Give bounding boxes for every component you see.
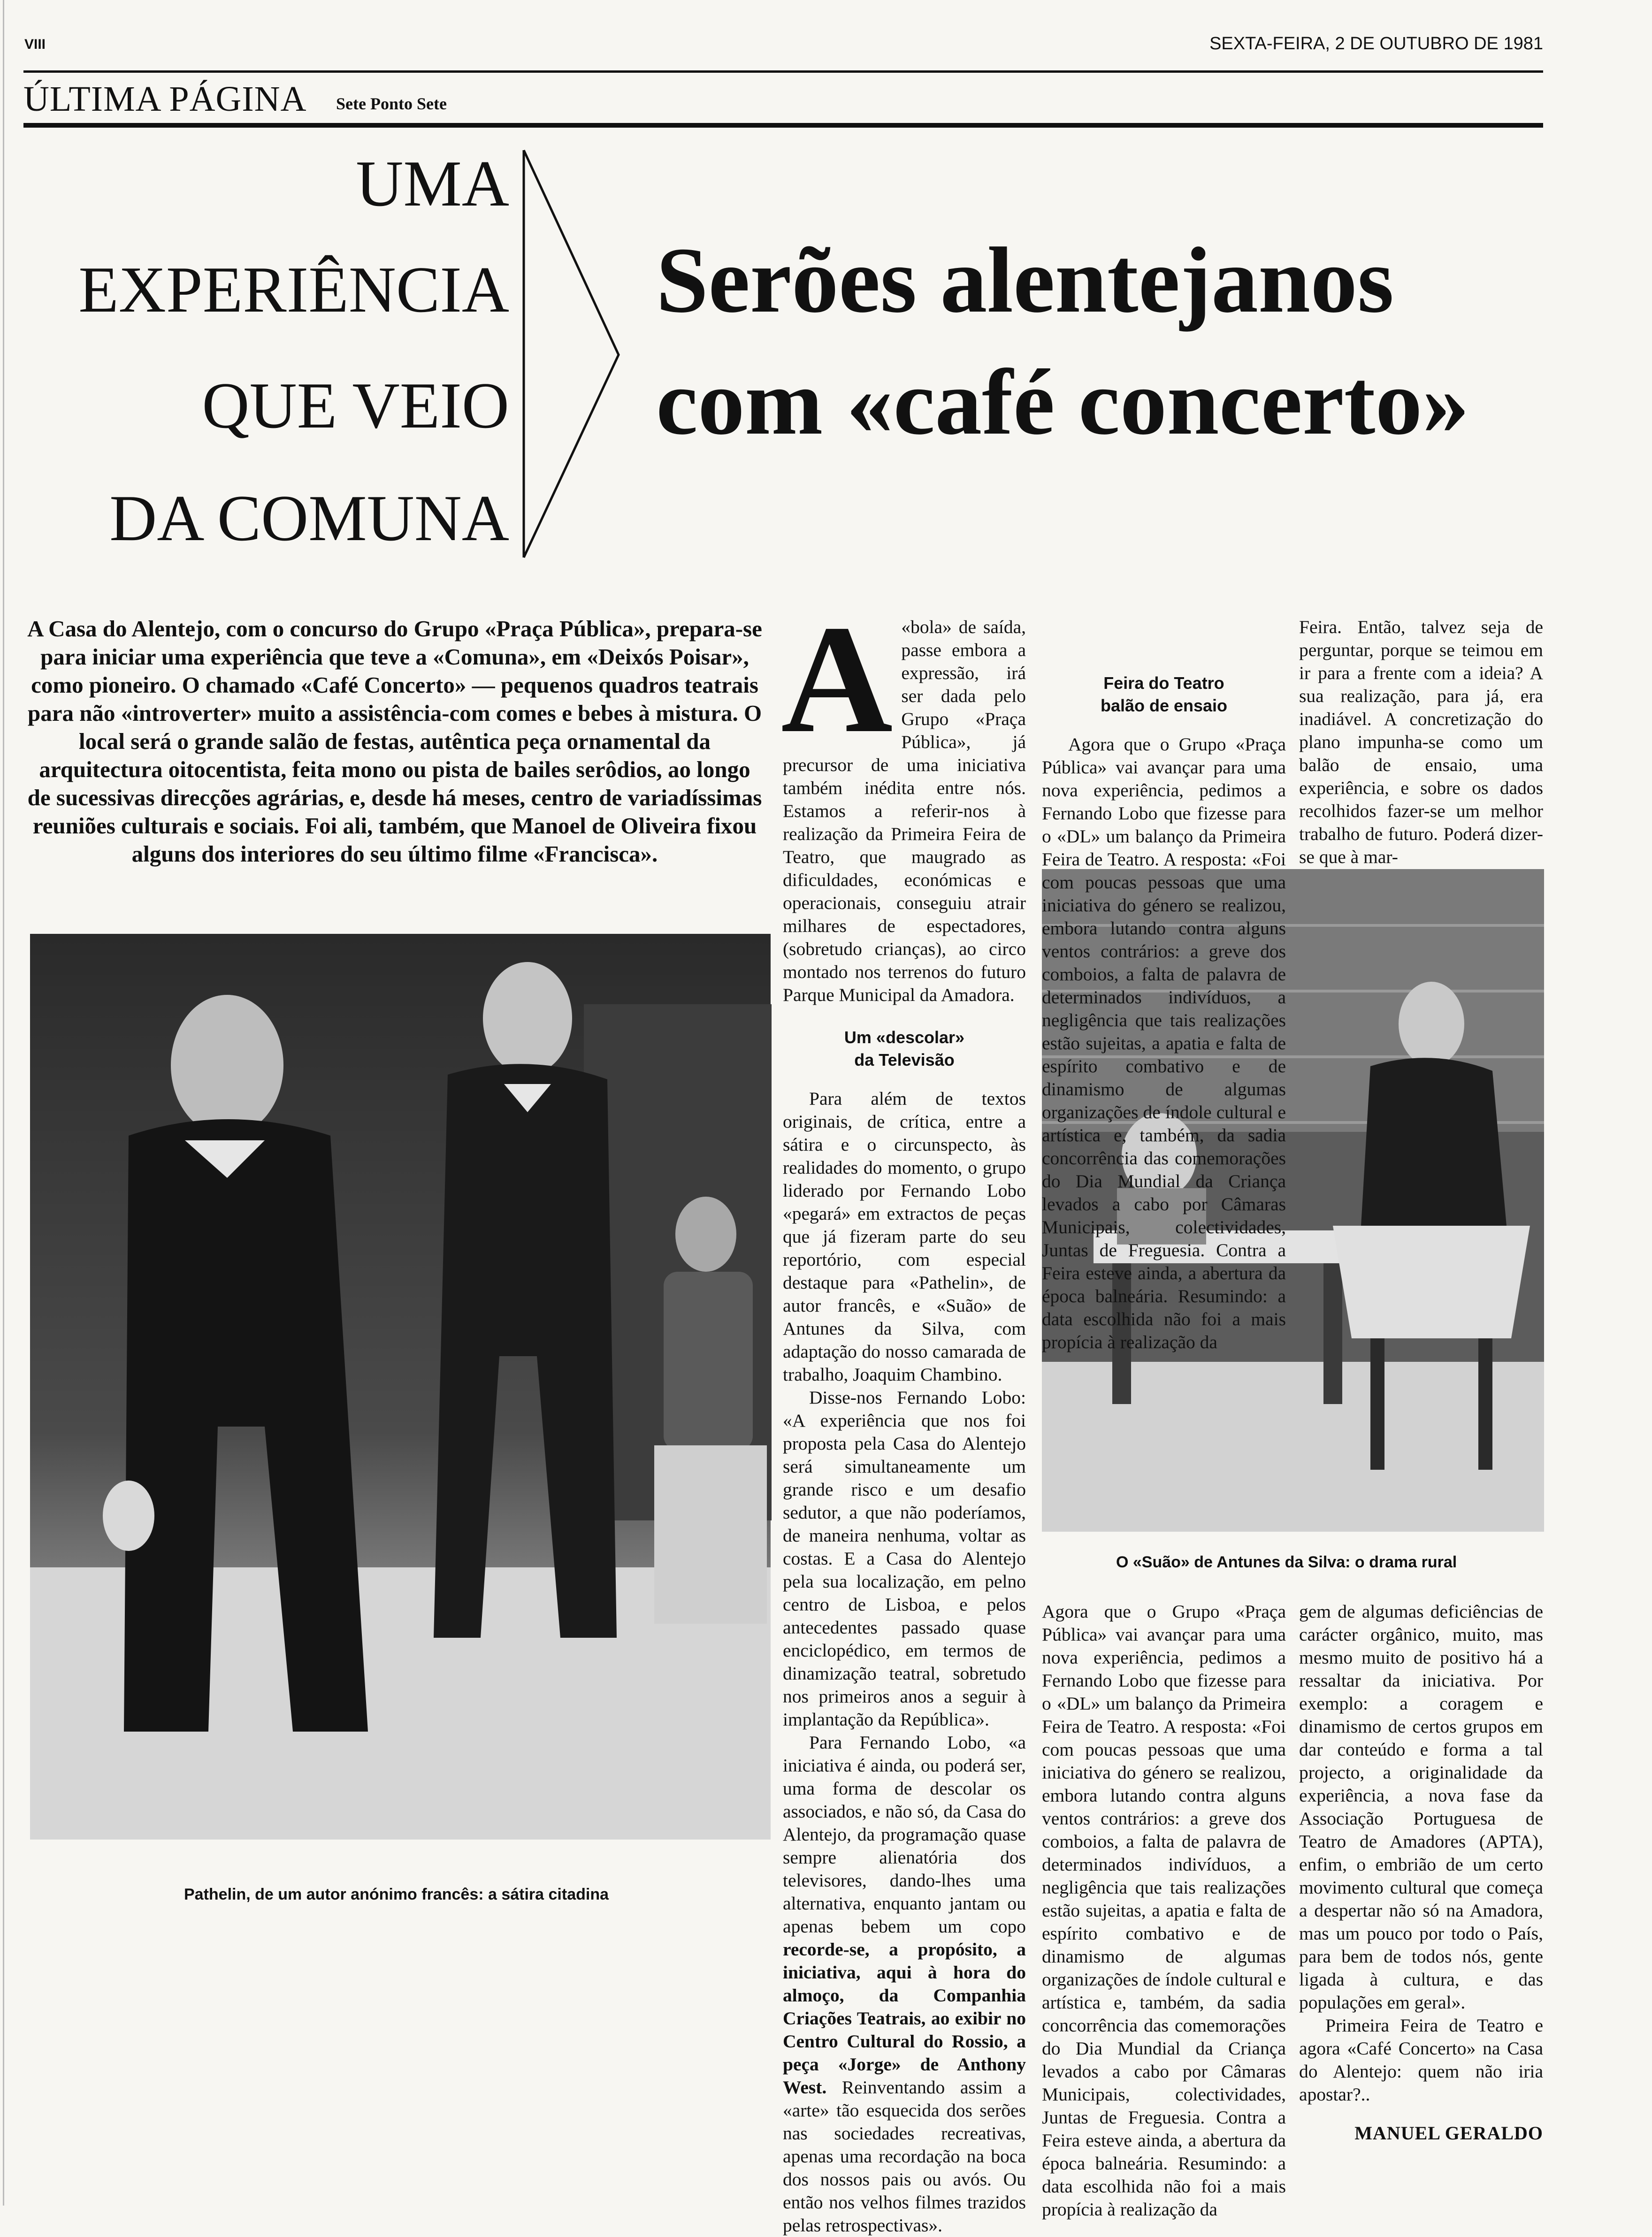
header-rule (23, 70, 1543, 73)
standfirst: A Casa do Alentejo, com o concurso do Grupo «Praça Pública», prepara-se para iniciar uma experiência que teve a «Comuna», em «Deixós Poisar», como pioneiro. O chamado «Café Concerto» — pequenos quadros teatrais para não «introverter» muito a assistência-com comes e bebes à mistura. O local será o grande salão de festas, autêntica peça ornamental da arquitectura oitocentista, feita mono ou pista de bailes serôdios, ao longo de sucessivas direcções agrárias, e, desde há meses, centro de variadíssimas reuniões culturais e sociais. Foi ali, também, que Manoel de Oliveira fixou alguns dos interiores do seu último filme «Francisca». (27, 616, 762, 867)
subheading: Um «descolar» da Televisão (844, 1028, 965, 1069)
article-column (781, 594, 1026, 2237)
article-paragraph: gem de algumas deficiências de carácter orgânico, muito, mas mesmo muito de positivo há a ressaltar da iniciativa. Por exemplo: a coragem e dinamismo de certos grupos em dar conteúdo e forma a tal projecto, a originalidade da experiência, a nova fase da Associação Portuguesa de Teatro de Amadores (APTA), enfim, o embrião de um certo movimento cultural que começa a despertar não só na Amadora, mas um pouco por todo o País, para bem de todos nós, gente ligada à cultura, e das populações em geral». (1299, 1601, 1543, 2013)
article-paragraph: Para além de textos originais, de crítica, entre a sátira e o circunspecto, às realidades do momento, o grupo liderado por Fernando Lobo «pegará» em extractos de peças que já fizeram parte do seu reportório, com especial destaque para «Pathelin», de autor francês, e «Suão» de Antunes da Silva, com adaptação do nosso camarada de trabalho, Joaquim Chambino. (783, 1088, 1026, 1385)
kicker-line: EXPERIÊNCIA (78, 253, 509, 326)
subheading: Feira do Teatro balão de ensaio (1100, 673, 1228, 715)
headline: Serões alentejanos (656, 229, 1394, 332)
article-paragraph: «bola» de saída, passe embora a expressão, irá ser dada pelo Grupo «Praça Pública», já precursor de uma iniciativa também inédita entre nós. Estamos a referir-nos à realização da Primeira Feira de Teatro, que maugrado as dificuldades, económicas e operacionais, conseguiu atrair milhares de espectadores, (sobretudo crianças), ao circo montado nos terrenos do futuro Parque Municipal da Amadora. (783, 617, 1026, 1005)
byline: MANUEL GERALDO (1354, 2122, 1543, 2144)
page-number: VIII (24, 37, 46, 52)
section-title: ÚLTIMA PÁGINA (23, 79, 307, 119)
article-column (1299, 616, 1543, 869)
kicker-line: UMA (356, 147, 509, 220)
section-rule (23, 123, 1543, 128)
kicker-line: DA COMUNA (109, 482, 509, 555)
scan-edge (3, 0, 4, 2206)
article-paragraph-continued: Agora que o Grupo «Praça Pública» vai avançar para uma nova experiência, pedimos a Fernando Lobo que fizesse para o «DL» um balanço da Primeira Feira de Teatro. A resposta: «Foi com poucas pessoas que uma iniciativa do género se realizou, embora lutando contra alguns ventos contrários: a greve dos comboios, a falta de palavra de determinados indivíduos, a negligência que tais realizações estão sujeitas, a apatia e falta de espírito combativo e de dinamismo de algumas organizações de índole cultural e artística e, também, da sadia concorrência das comemorações do Dia Mundial da Criança levados a cabo por Câmaras Municipais, colectividades, Juntas de Freguesia. Contra a Feira esteve ainda, a abertura da época balneária. Resumindo: a data escolhida não foi a mais propícia à realização da (1042, 1601, 1286, 2220)
issue-date: SEXTA-FEIRA, 2 DE OUTUBRO DE 1981 (1209, 34, 1543, 53)
article-paragraph: Primeira Feira de Teatro e agora «Café Concerto» na Casa do Alentejo: quem não iria apostar?.. (1299, 2015, 1543, 2105)
photo-caption: Pathelin, de um autor anónimo francês: a sátira citadina (184, 1886, 609, 1903)
section-subtitle: Sete Ponto Sete (336, 94, 447, 113)
photo-caption: O «Suão» de Antunes da Silva: o drama rural (1116, 1553, 1457, 1571)
photo-pathelin (30, 934, 771, 1840)
article-paragraph: Para Fernando Lobo, «a iniciativa é ainda, ou poderá ser, uma forma de descolar os associados, e não só, da Casa do Alentejo, da programação quase sempre alienatória dos televisores, dando-lhes uma alternativa, enquanto jantam ou apenas bebem um copo recorde-se, a propósito, a iniciativa, aqui à hora do almoço, da Companhia Criações Teatrais, ao exibir no Centro Cultural do Rossio, a peça «Jorge» de Anthony West. Reinventando assim a «arte» tão esquecida dos serões nas sociedades recreativas, apenas uma recordação na boca dos nossos pais ou avós. Ou então nos velhos filmes trazidos pelas retrospectivas». (783, 1732, 1026, 2236)
headline: com «café concerto» (656, 351, 1469, 454)
article-paragraph: Feira. Então, talvez seja de perguntar, porque se teimou em ir para a frente com a ideia? A sua realização, para já, era inadiável. A concretização do plano impunha-se como um balão de ensaio, uma experiência, e sobre os dados recolhidos fazer-se um melhor trabalho de futuro. Poderá dizer-se que à mar- (1299, 617, 1543, 867)
kicker-line: QUE VEIO (202, 369, 509, 442)
article-paragraph: Agora que o Grupo «Praça Pública» vai avançar para uma nova experiência, pedimos a Fernando Lobo que fizesse para o «DL» um balanço da Primeira Feira de Teatro. A resposta: «Foi com poucas pessoas que uma iniciativa do género se realizou, embora lutando contra alguns ventos contrários: a greve dos comboios, a falta de palavra de determinados indivíduos, a negligência que tais realizações estão sujeitas, a apatia e falta de espírito combativo e de dinamismo de algumas organizações de índole cultural e artística e, também, da sadia concorrência das comemorações do Dia Mundial da Criança levados a cabo por Câmaras Municipais, colectividades, Juntas de Freguesia. Contra a Feira esteve ainda, a abertura da época balneária. Resumindo: a data escolhida não foi a mais propícia à realização da (1042, 734, 1286, 1352)
article-column (1299, 1600, 1543, 2106)
article-column (1042, 1600, 1286, 2220)
article-column (1042, 616, 1286, 1352)
article-paragraph: Disse-nos Fernando Lobo: «A experiência que nos foi proposta pela Casa do Alentejo será simultaneamente um grande risco e um desafio sedutor, a que não poderíamos, de maneira nenhuma, voltar as costas. E a Casa do Alentejo pela sua localização, em pelno centro de Lisboa, e pelos antecedentes passado quase enciclopédico, em termos de dinamização teatral, sobretudo nos primeiros anos a seguir à implantação da República». (783, 1387, 1026, 1730)
chevron-divider (520, 148, 628, 561)
drop-cap: A (781, 594, 893, 765)
